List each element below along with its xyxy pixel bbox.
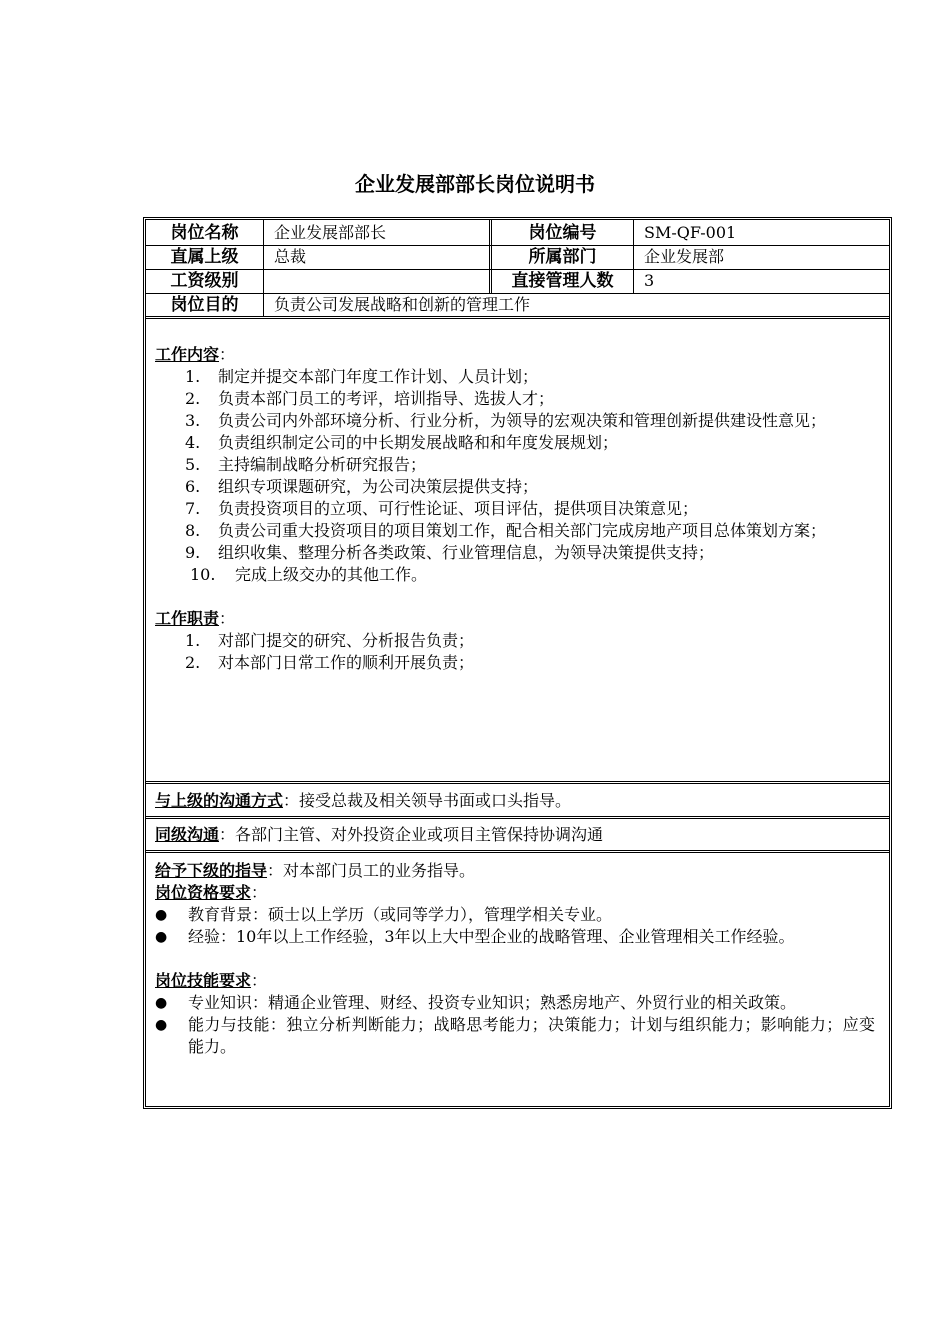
- item-text: 负责公司重大投资项目的项目策划工作，配合相关部门完成房地产项目总体策划方案；: [218, 521, 827, 540]
- item-number: 9.: [185, 543, 201, 562]
- list-item: [155, 410, 875, 432]
- list-item: [155, 454, 875, 476]
- bullet-icon: ●: [155, 1017, 168, 1033]
- responsibilities-list: [155, 630, 875, 674]
- skills-heading: 岗位技能要求: [155, 971, 252, 990]
- colon: ：: [251, 883, 268, 902]
- department-label: 所属部门: [528, 247, 597, 267]
- item-number: 10.: [190, 565, 216, 584]
- bullet-icon: ●: [155, 929, 168, 945]
- item-number: 2.: [185, 389, 201, 408]
- communication-superior-section: [155, 790, 875, 812]
- guidance-heading: 给予下级的指导: [155, 861, 268, 880]
- purpose-value: 负责公司发展战略和创新的管理工作: [274, 295, 531, 314]
- purpose-label: 岗位目的: [170, 295, 239, 315]
- bullet-text: 教育背景：硕士以上学历（或同等学力），管理学相关专业。: [188, 905, 613, 924]
- item-text: 对本部门日常工作的顺利开展负责；: [218, 653, 475, 672]
- managed-count-value: 3: [644, 271, 655, 290]
- bullet-item: [155, 992, 875, 1014]
- item-number: 3.: [185, 411, 201, 430]
- list-item: [155, 388, 875, 410]
- bullet-text: 经验：10年以上工作经验，3年以上大中型企业的战略管理、企业管理相关工作经验。: [188, 927, 795, 946]
- position-code-label: 岗位编号: [528, 223, 597, 243]
- work-content-heading: 工作内容: [155, 345, 220, 364]
- item-text: 组织专项课题研究，为公司决策层提供支持；: [218, 477, 539, 496]
- department-value: 企业发展部: [644, 247, 725, 266]
- item-text: 完成上级交办的其他工作。: [235, 565, 428, 584]
- position-name-label: 岗位名称: [170, 223, 239, 243]
- salary-label: 工资级别: [170, 271, 239, 291]
- list-item: [155, 476, 875, 498]
- work-content-list: [155, 366, 875, 586]
- bullet-item: [155, 904, 875, 926]
- bullet-icon: ●: [155, 907, 168, 923]
- list-item: [155, 542, 875, 564]
- colon: ：: [219, 609, 236, 628]
- managed-count-label: 直接管理人数: [511, 271, 614, 291]
- qualifications-heading: 岗位资格要求: [155, 883, 252, 902]
- bullet-item: [155, 926, 875, 948]
- list-item: [155, 564, 875, 586]
- colon: ：: [219, 345, 236, 364]
- item-text: 负责本部门员工的考评，培训指导、选拔人才；: [218, 389, 555, 408]
- skills-list: [155, 992, 875, 1058]
- item-text: 负责组织制定公司的中长期发展战略和和年度发展规划；: [218, 433, 619, 452]
- communication-superior-heading: 与上级的沟通方式: [155, 791, 284, 810]
- item-number: 4.: [185, 433, 201, 452]
- item-text: 对部门提交的研究、分析报告负责；: [218, 631, 475, 650]
- bullet-icon: ●: [155, 995, 168, 1011]
- communication-superior-text: 接受总裁及相关领导书面或口头指导。: [299, 791, 572, 810]
- colon: ：: [219, 825, 236, 844]
- colon: ：: [283, 791, 300, 810]
- superior-value: 总裁: [274, 247, 307, 266]
- guidance-text: 对本部门员工的业务指导。: [283, 861, 476, 880]
- item-number: 2.: [185, 653, 201, 672]
- item-text: 负责投资项目的立项、可行性论证、项目评估，提供项目决策意见；: [218, 499, 699, 518]
- colon: ：: [267, 861, 284, 880]
- item-text: 主持编制战略分析研究报告；: [218, 455, 427, 474]
- superior-label: 直属上级: [170, 247, 239, 267]
- requirements-section: [155, 860, 875, 1058]
- list-item: [155, 652, 875, 674]
- work-content-section: [155, 344, 875, 674]
- list-item: [155, 432, 875, 454]
- document-title: 企业发展部部长岗位说明书: [355, 172, 595, 196]
- communication-peer-heading: 同级沟通: [155, 825, 220, 844]
- item-number: 6.: [185, 477, 201, 496]
- grid-line: [146, 316, 889, 319]
- job-description-table: [143, 217, 892, 1109]
- item-number: 5.: [185, 455, 201, 474]
- grid-line: [146, 816, 889, 819]
- item-number: 1.: [185, 631, 201, 650]
- qualifications-list: [155, 904, 875, 948]
- bullet-item: [155, 1014, 875, 1058]
- list-item: [155, 520, 875, 542]
- item-text: 负责公司内外部环境分析、行业分析，为领导的宏观决策和管理创新提供建设性意见；: [218, 411, 827, 430]
- responsibilities-heading: 工作职责: [155, 609, 220, 628]
- bullet-text: 专业知识：精通企业管理、财经、投资专业知识；熟悉房地产、外贸行业的相关政策。: [188, 993, 797, 1012]
- bullet-text: 能力与技能：独立分析判断能力；战略思考能力；决策能力；计划与组织能力；影响能力；应变能力。: [188, 1015, 875, 1056]
- item-number: 7.: [185, 499, 201, 518]
- item-number: 1.: [185, 367, 201, 386]
- list-item: [155, 366, 875, 388]
- item-number: 8.: [185, 521, 201, 540]
- position-code-value: SM-QF-001: [644, 223, 737, 242]
- colon: ：: [251, 971, 268, 990]
- list-item: [155, 498, 875, 520]
- list-item: [155, 630, 875, 652]
- grid-line: [146, 781, 889, 784]
- item-text: 制定并提交本部门年度工作计划、人员计划；: [218, 367, 539, 386]
- communication-peer-text: 各部门主管、对外投资企业或项目主管保持协调沟通: [235, 825, 604, 844]
- communication-peer-section: [155, 824, 875, 846]
- grid-line: [146, 850, 889, 853]
- grid-line: [633, 220, 634, 294]
- item-text: 组织收集、整理分析各类政策、行业管理信息，为领导决策提供支持；: [218, 543, 715, 562]
- position-name-value: 企业发展部部长: [274, 223, 387, 242]
